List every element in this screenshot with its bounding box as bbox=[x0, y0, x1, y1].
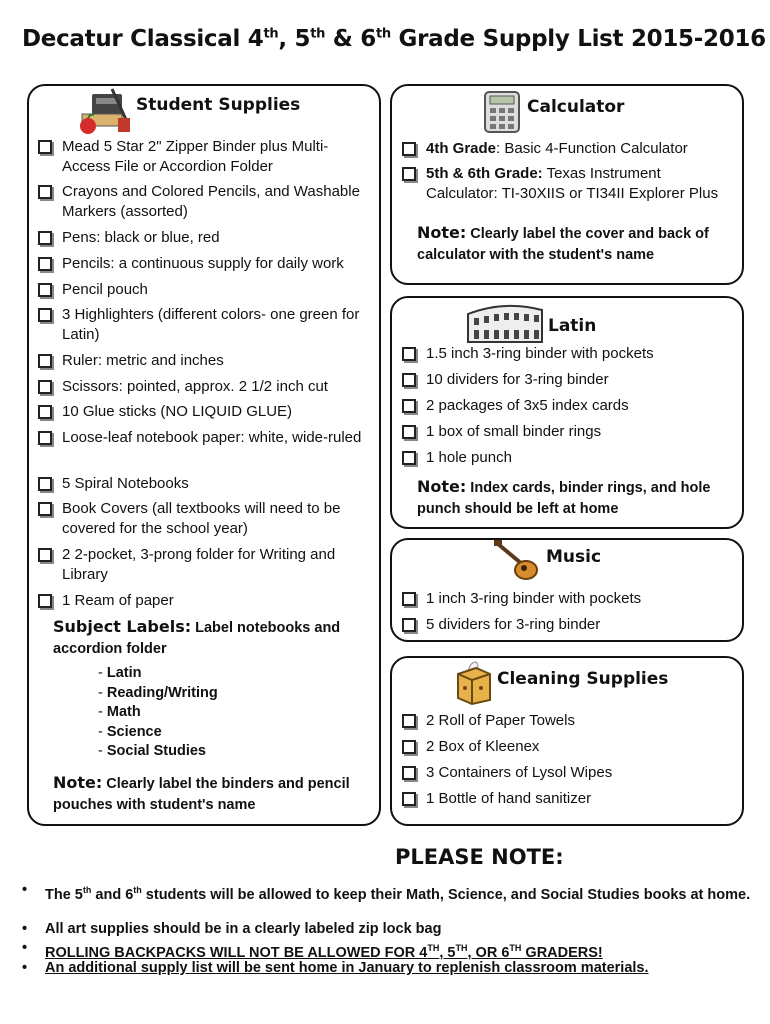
cleaning-supplies-heading: Cleaning Supplies bbox=[497, 669, 669, 689]
please-note-heading: PLEASE NOTE: bbox=[395, 845, 564, 869]
list-item[interactable]: 1 Ream of paper bbox=[62, 591, 367, 611]
note-bullet: • An additional supply list will be sent home in January to replenish classroom materials. bbox=[22, 960, 649, 976]
list-item[interactable]: Pencils: a continuous supply for daily work bbox=[62, 254, 374, 274]
checkbox[interactable] bbox=[402, 425, 416, 439]
subject-labels-note: Subject Labels: Label notebooks and accordion folder bbox=[53, 617, 341, 657]
checkbox[interactable] bbox=[38, 140, 52, 154]
checkbox[interactable] bbox=[38, 502, 52, 516]
subject-label: - Math bbox=[98, 703, 218, 723]
list-item[interactable]: Pencil pouch bbox=[62, 280, 367, 300]
list-item[interactable]: 2 Box of Kleenex bbox=[426, 737, 731, 757]
list-item[interactable]: Scissors: pointed, approx. 2 1/2 inch cut bbox=[62, 377, 367, 397]
note-bullet: • ROLLING BACKPACKS WILL NOT BE ALLOWED FOR 4TH, 5TH, OR 6TH GRADERS! bbox=[22, 940, 603, 961]
checkbox[interactable] bbox=[38, 308, 52, 322]
latin-note: Note: Index cards, binder rings, and hole punch should be left at home bbox=[417, 477, 711, 517]
list-item[interactable]: 5 Spiral Notebooks bbox=[62, 474, 367, 494]
list-item[interactable]: 3 Containers of Lysol Wipes bbox=[426, 763, 731, 783]
list-item[interactable]: 1 box of small binder rings bbox=[426, 422, 731, 442]
list-item[interactable]: Pens: black or blue, red bbox=[62, 228, 367, 248]
checkbox[interactable] bbox=[38, 548, 52, 562]
music-heading: Music bbox=[546, 547, 602, 567]
checkbox[interactable] bbox=[402, 399, 416, 413]
list-item[interactable]: Crayons and Colored Pencils, and Washable Markers (assorted) bbox=[62, 182, 367, 222]
checkbox[interactable] bbox=[402, 714, 416, 728]
checkbox[interactable] bbox=[38, 594, 52, 608]
calculator-heading: Calculator bbox=[527, 97, 625, 117]
checkbox[interactable] bbox=[402, 373, 416, 387]
list-item[interactable]: 2 Roll of Paper Towels bbox=[426, 711, 731, 731]
checkbox[interactable] bbox=[38, 405, 52, 419]
checkbox[interactable] bbox=[38, 257, 52, 271]
checkbox[interactable] bbox=[402, 592, 416, 606]
list-item[interactable]: 10 dividers for 3-ring binder bbox=[426, 370, 731, 390]
checkbox[interactable] bbox=[38, 354, 52, 368]
colosseum-icon bbox=[464, 300, 546, 344]
student-supplies-heading: Student Supplies bbox=[136, 95, 301, 115]
subject-label: - Social Studies bbox=[98, 742, 218, 762]
calculator-note: Note: Clearly label the cover and back of calculator with the student's name bbox=[417, 223, 709, 263]
checkbox[interactable] bbox=[38, 283, 52, 297]
checkbox[interactable] bbox=[402, 451, 416, 465]
list-item[interactable]: 4th Grade: Basic 4-Function Calculator bbox=[426, 139, 731, 159]
list-item[interactable]: 1.5 inch 3-ring binder with pockets bbox=[426, 344, 731, 364]
note-bullet: • The 5th and 6th students will be allowed to keep their Math, Science, and Social Studies books at home. bbox=[22, 882, 751, 903]
checkbox[interactable] bbox=[402, 618, 416, 632]
checkbox[interactable] bbox=[38, 477, 52, 491]
checkbox[interactable] bbox=[38, 185, 52, 199]
list-item[interactable]: 5 dividers for 3-ring binder bbox=[426, 615, 731, 635]
checkbox[interactable] bbox=[402, 167, 416, 181]
list-item[interactable]: 2 2-pocket, 3-prong folder for Writing and Library bbox=[62, 545, 367, 585]
subject-labels-list bbox=[98, 664, 218, 762]
latin-heading: Latin bbox=[548, 316, 597, 336]
list-item[interactable]: 3 Highlighters (different colors- one green for Latin) bbox=[62, 305, 367, 345]
list-item[interactable]: Book Covers (all textbooks will need to be covered for the school year) bbox=[62, 499, 372, 539]
list-item[interactable]: 1 Bottle of hand sanitizer bbox=[426, 789, 731, 809]
calculator-icon bbox=[482, 90, 524, 134]
checkbox[interactable] bbox=[402, 740, 416, 754]
list-item[interactable]: 1 inch 3-ring binder with pockets bbox=[426, 589, 731, 609]
note-bullet: • All art supplies should be in a clearly labeled zip lock bag bbox=[22, 921, 442, 937]
list-item[interactable]: 5th & 6th Grade: Texas Instrument Calculator: TI-30XIIS or TI34II Explorer Plus bbox=[426, 164, 731, 204]
subject-label: - Latin bbox=[98, 664, 218, 684]
checkbox[interactable] bbox=[402, 347, 416, 361]
checkbox[interactable] bbox=[402, 142, 416, 156]
list-item[interactable]: Mead 5 Star 2" Zipper Binder plus Multi-Access File or Accordion Folder bbox=[62, 137, 367, 177]
list-item[interactable]: 10 Glue sticks (NO LIQUID GLUE) bbox=[62, 402, 367, 422]
school-supplies-icon bbox=[76, 86, 134, 136]
page-title: Decatur Classical 4th, 5th & 6th Grade Supply List 2015-2016 bbox=[22, 26, 766, 52]
checkbox[interactable] bbox=[402, 766, 416, 780]
checkbox[interactable] bbox=[38, 431, 52, 445]
list-item[interactable]: Loose-leaf notebook paper: white, wide-ruled bbox=[62, 428, 367, 448]
list-item[interactable]: 1 hole punch bbox=[426, 448, 731, 468]
list-item[interactable]: 2 packages of 3x5 index cards bbox=[426, 396, 731, 416]
checkbox[interactable] bbox=[38, 380, 52, 394]
checkbox[interactable] bbox=[402, 792, 416, 806]
subject-label: - Science bbox=[98, 723, 218, 743]
guitar-icon bbox=[492, 540, 542, 584]
student-supplies-note: Note: Clearly label the binders and pencil pouches with student's name bbox=[53, 773, 350, 813]
subject-label: - Reading/Writing bbox=[98, 684, 218, 704]
cleaning-box-icon bbox=[454, 660, 494, 706]
list-item[interactable]: Ruler: metric and inches bbox=[62, 351, 367, 371]
checkbox[interactable] bbox=[38, 231, 52, 245]
